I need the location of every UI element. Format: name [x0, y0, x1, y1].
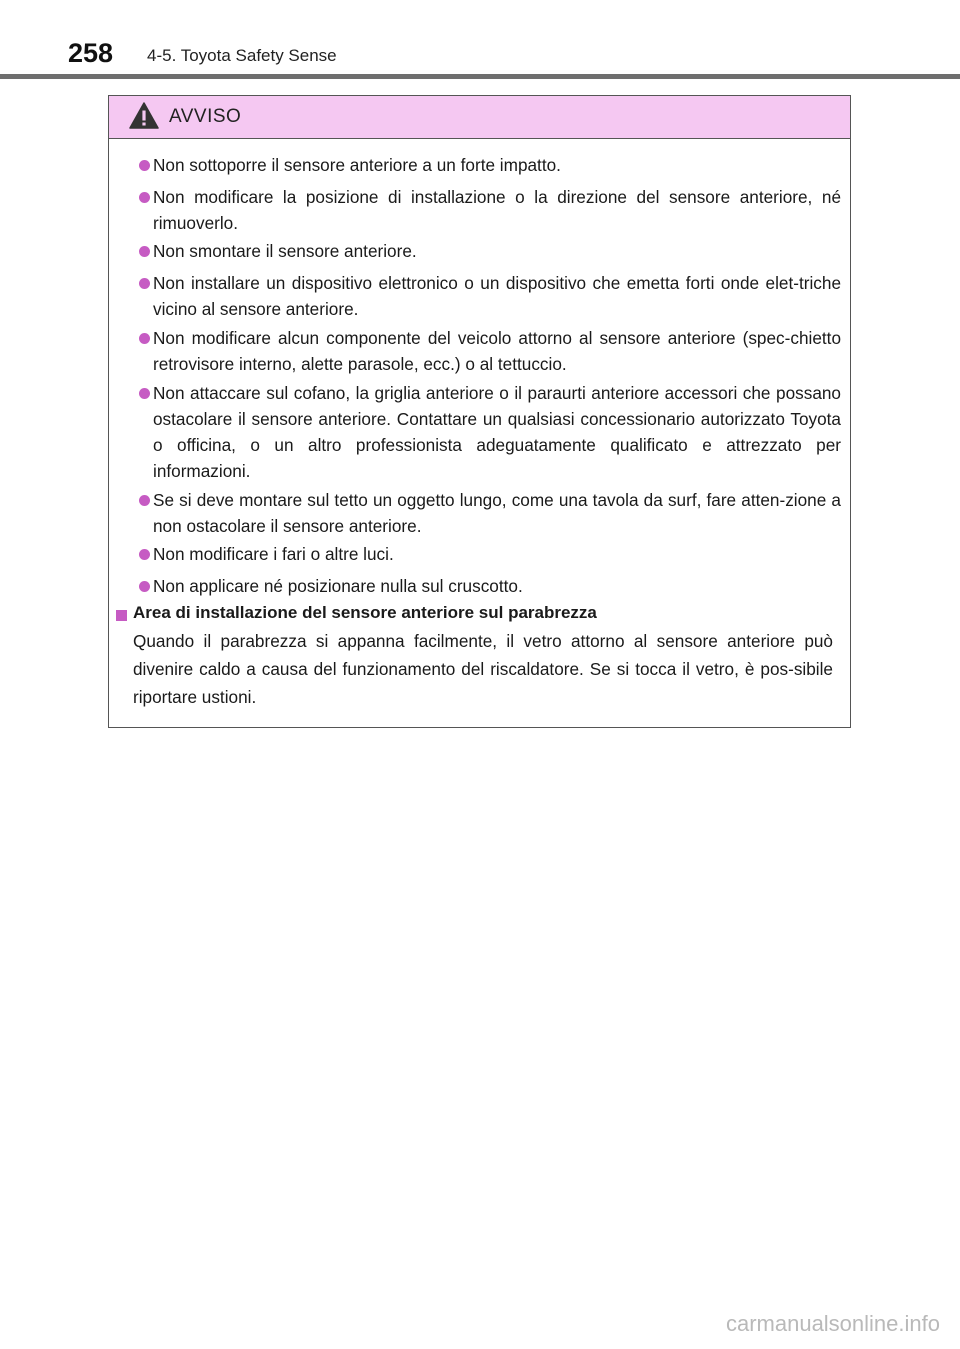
list-item-text: Non modificare la posizione di installazione o la direzione del sensore anteriore, né rimuoverlo.	[153, 187, 841, 233]
bullet-icon	[139, 495, 150, 506]
subsection-title: Area di installazione del sensore anteriore sul parabrezza	[133, 603, 597, 622]
bullet-icon	[139, 160, 150, 171]
section-title: 4-5. Toyota Safety Sense	[147, 46, 337, 65]
bullet-icon	[139, 192, 150, 203]
list-item-text: Non sottoporre il sensore anteriore a un forte impatto.	[153, 155, 561, 175]
bullet-icon	[139, 278, 150, 289]
bullet-icon	[139, 549, 150, 560]
bullet-icon	[139, 388, 150, 399]
list-item-text: Non installare un dispositivo elettronico o un dispositivo che emetta forti onde elet-triche vicino al sensore anteriore.	[153, 273, 841, 319]
list-item-text: Non attaccare sul cofano, la griglia anteriore o il paraurti anteriore accessori che possano ostacolare il sensore anteriore. Contattare un qualsiasi concessionario autorizzato Toyota o officina, o un altro professionista adeguatamente qualificato e attrezzato per informazioni.	[153, 383, 841, 481]
bullet-icon	[139, 333, 150, 344]
subsection-body: Quando il parabrezza si appanna facilmente, il vetro attorno al sensore anteriore può divenire caldo a causa del funzionamento del riscaldatore. Se si tocca il vetro, è pos-sibile riportare ustioni.	[133, 631, 833, 707]
list-item-text: Non modificare i fari o altre luci.	[153, 544, 394, 564]
warning-header	[109, 96, 850, 139]
warning-box	[108, 95, 851, 728]
warning-label: AVVISO	[169, 106, 242, 127]
list-item-text: Non smontare il sensore anteriore.	[153, 241, 417, 261]
warning-triangle-icon	[129, 102, 159, 129]
watermark: carmanualsonline.info	[725, 1311, 940, 1336]
page-number: 258	[68, 38, 114, 68]
list-item-text: Se si deve montare sul tetto un oggetto lungo, come una tavola da surf, fare atten-zione a non ostacolare il sensore anteriore.	[153, 490, 841, 536]
square-bullet-icon	[116, 610, 127, 621]
bullet-icon	[139, 246, 150, 257]
page-header	[0, 0, 960, 80]
list-item-text: Non applicare né posizionare nulla sul cruscotto.	[153, 576, 523, 596]
list-item-text: Non modificare alcun componente del veicolo attorno al sensore anteriore (spec-chietto retrovisore interno, alette parasole, ecc.) o al tettuccio.	[153, 328, 841, 374]
header-divider	[0, 74, 960, 79]
bullet-icon	[139, 581, 150, 592]
